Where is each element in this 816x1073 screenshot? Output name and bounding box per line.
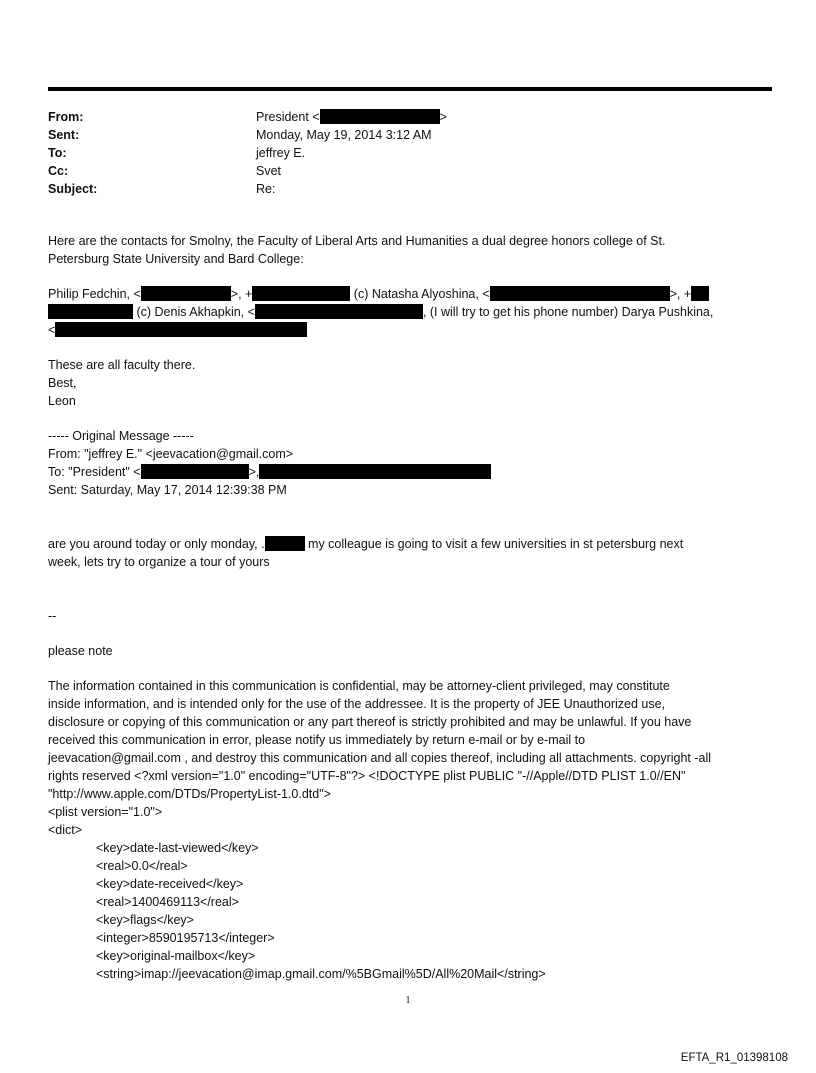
- contact-text: (c) Natasha Alyoshina, <: [350, 287, 490, 301]
- redaction-box: [141, 464, 249, 479]
- from-value: [256, 108, 447, 126]
- plist-line: <key>date-last-viewed</key>: [96, 841, 259, 855]
- redaction-box: [490, 286, 670, 301]
- original-to-text: To: "President" <: [48, 465, 141, 479]
- to-label: To:: [48, 146, 67, 160]
- sent-value: Monday, May 19, 2014 3:12 AM: [256, 128, 432, 142]
- disclaimer-line: inside information, and is intended only for the use of the addressee. It is the property of JEE Unauthorized use,: [48, 697, 666, 711]
- message-line: [48, 535, 772, 553]
- contacts-line: [48, 321, 772, 339]
- intro-line: Here are the contacts for Smolny, the Faculty of Liberal Arts and Humanities a dual degree honors college of St.: [48, 234, 666, 248]
- disclaimer-line: received this communication in error, please notify us immediately by return e-mail or by e-mail to: [48, 733, 586, 747]
- contact-text: , (I will try to get his phone number) Darya Pushkina,: [422, 305, 714, 319]
- original-to-text: >,: [248, 465, 260, 479]
- contact-text: (c) Denis Akhapkin, <: [133, 305, 255, 319]
- page-number: 1: [405, 995, 411, 1006]
- contact-text: <: [48, 323, 56, 337]
- subject-row: [48, 180, 748, 198]
- contact-text: >, +: [669, 287, 692, 301]
- plist-line: <integer>8590195713</integer>: [96, 931, 275, 945]
- to-value: jeffrey E.: [256, 146, 306, 160]
- redaction-box: [141, 286, 231, 301]
- plist-line: <key>date-received</key>: [96, 877, 244, 891]
- please-note: please note: [48, 644, 113, 658]
- original-to: [48, 463, 772, 481]
- from-label: From:: [48, 110, 84, 124]
- redaction-box: [55, 322, 307, 337]
- redaction-box: [48, 304, 133, 319]
- disclaimer: [48, 677, 772, 983]
- top-rule: [48, 87, 772, 91]
- cc-value: Svet: [256, 164, 282, 178]
- message-line: week, lets try to organize a tour of yours: [48, 555, 270, 569]
- plist-line: <key>flags</key>: [96, 913, 194, 927]
- disclaimer-line: <plist version="1.0">: [48, 805, 163, 819]
- plist-line: <key>original-mailbox</key>: [96, 949, 256, 963]
- redaction-box: [265, 536, 305, 551]
- from-name: President <: [256, 110, 320, 124]
- disclaimer-line: disclosure or copying of this communication or any part thereof is strictly prohibited and may be unlawful. If you have: [48, 715, 692, 729]
- email-header: [48, 108, 748, 198]
- message-text: my colleague is going to visit a few universities in st petersburg next: [304, 537, 684, 551]
- plist-line: <real>0.0</real>: [96, 859, 188, 873]
- original-from: From: "jeffrey E." <jeevacation@gmail.com>: [48, 447, 294, 461]
- disclaimer-line: The information contained in this communication is confidential, may be attorney-client privileged, may constitute: [48, 679, 670, 693]
- plist-line: <string>imap://jeevacation@imap.gmail.com/%5BGmail%5D/All%20Mail</string>: [96, 967, 546, 981]
- cc-label: Cc:: [48, 164, 69, 178]
- faculty-note: These are all faculty there.: [48, 358, 196, 372]
- redaction-box: [255, 304, 423, 319]
- from-close: >: [439, 110, 447, 124]
- subject-label: Subject:: [48, 182, 98, 196]
- contact-text: Philip Fedchin, <: [48, 287, 141, 301]
- disclaimer-line: jeevacation@gmail.com , and destroy this communication and all copies thereof, including all attachments. copyright -all: [48, 751, 712, 765]
- original-message-marker: ----- Original Message -----: [48, 429, 194, 443]
- signature: Leon: [48, 394, 76, 408]
- sent-label: Sent:: [48, 128, 80, 142]
- redaction-box: [252, 286, 350, 301]
- plist-line: <real>1400469113</real>: [96, 895, 239, 909]
- signature-dashes: --: [48, 609, 57, 623]
- from-row: [48, 108, 748, 126]
- redaction-box: [320, 109, 440, 124]
- disclaimer-line: "http://www.apple.com/DTDs/PropertyList-1.0.dtd">: [48, 787, 331, 801]
- disclaimer-line: rights reserved <?xml version="1.0" encoding="UTF-8"?> <!DOCTYPE plist PUBLIC "-//Apple//DTD PLIST 1.0//EN": [48, 769, 686, 783]
- original-sent: Sent: Saturday, May 17, 2014 12:39:38 PM: [48, 483, 287, 497]
- redaction-box: [691, 286, 709, 301]
- subject-value: Re:: [256, 182, 276, 196]
- contacts-line: [48, 303, 772, 321]
- to-row: [48, 144, 748, 162]
- message-text: are you around today or only monday, .: [48, 537, 265, 551]
- contact-text: >, +: [230, 287, 253, 301]
- contacts-line: [48, 285, 772, 303]
- closing: Best,: [48, 376, 77, 390]
- email-body: [48, 232, 772, 983]
- intro-line: Petersburg State University and Bard College:: [48, 252, 304, 266]
- document-id: EFTA_R1_01398108: [680, 1052, 788, 1064]
- disclaimer-line: <dict>: [48, 823, 83, 837]
- cc-row: [48, 162, 748, 180]
- sent-row: [48, 126, 748, 144]
- redaction-box: [259, 464, 491, 479]
